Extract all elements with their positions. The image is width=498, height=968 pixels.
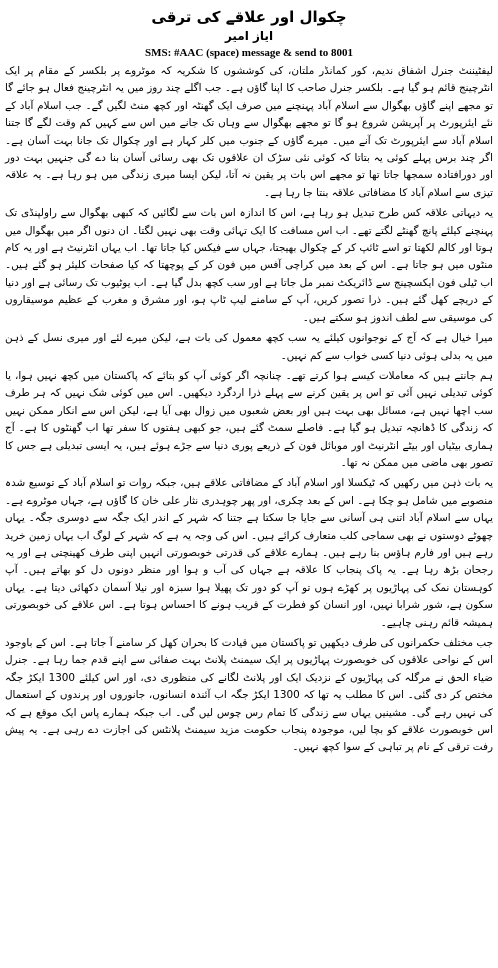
article-paragraph: میرا خیال ہے کہ آج کے نوجوانوں کیلئے یہ سب کچھ معمول کی بات ہے، لیکن میرے لئے اور میری نسل کے ذہن میں یہ بدلی ہوئی دنیا کسی خواب سے کم نہیں۔: [5, 332, 493, 362]
article-paragraph: یہ دیہاتی علاقہ کس طرح تبدیل ہو رہا ہے، اس کا اندازہ اس بات سے لگائیں کہ کبھی بھگوال سے راولپنڈی تک پہنچنے کیلئے پانچ گھنٹے لگتے تھے۔ اب اس مسافت کا ایک تہائی وقت بھی نہیں لگتا۔ ان دنوں اگر میں بھگوال میں ہوتا اور کالم لکھتا تو اسے ٹائپ کر کے چکوال بھیجتا، جہاں سے فیکس کیا جاتا تھا۔ اب یہاں انٹرنیٹ ہے اور یہ کام منٹوں میں ہو جاتا ہے۔ اس کے بعد میں کراچی آفس میں فون کر کے پوچھتا کہ کیا صفحات کلیئر ہو گئے ہیں۔ اب ٹیلی فون ایکسچینج سے ڈائریکٹ نمبر مل جاتا ہے اور سب کچھ بدل گیا ہے۔ اب یوٹیوب تک رسائی ہے اور دنیا کے دریچے کھل گئے ہیں۔ ذرا تصور کریں، آپ کے سامنے لیپ ٹاپ ہو، اور مشرق و مغرب کے عظیم موسیقاروں کی موسیقی سے لطف اندوز ہو سکتے ہیں۔: [5, 207, 493, 324]
article-paragraph: یہ بات ذہن میں رکھیں کہ ٹیکسلا اور اسلام آباد کے مضافاتی علاقے ہیں، جبکہ روات تو اسلام آباد کے توسیع شدہ منصوبے میں شامل ہو چکا ہے۔ اس کے بعد چکری، اور پھر چوہدری نثار علی خان کا گاؤں ہے، جہاں موٹروے ہے۔ یہاں سے اسلام آباد اتنی ہی آسانی سے جایا جا سکتا ہے جتنا کہ شہر کے اندر ایک جگہ سے دوسری جگہ۔ یہاں چھوٹے دوستوں نے بھی سماجی کلب متعارف کرائے ہیں۔ اس کی وجہ یہ ہے کہ شہر کے لوگ اب یہاں زمین خرید رہے ہیں اور فارم ہاؤس بنا رہے ہیں۔ ہمارے علاقے کی قدرتی خوبصورتی انہیں اپنی طرف کھینچتی ہے اور یہ رجحان بڑھ رہا ہے۔ یہ پاک پنجاب کا علاقہ ہے جہاں کی آب و ہوا اور منظر دونوں دل کو بھاتے ہیں۔ آپ کوہستان نمک کی پہاڑیوں پر کھڑے ہوں تو آپ کو دور تک پھیلا ہوا سبزہ اور نیلا آسمان دکھائی دیتا ہے۔ یہاں سکون ہے، شور شرابا نہیں، اور انسان کو فطرت کے قریب ہونے کا احساس ہوتا ہے۔ اس علاقے کی خوبصورتی ہمیشہ قائم رہنی چاہیے۔: [5, 477, 493, 629]
article-paragraph: ہم جانتے ہیں کہ معاملات کیسے ہوا کرتے تھے۔ چنانچہ اگر کوئی آپ کو بتائے کہ پاکستان میں کچھ نہیں ہوا، یا کوئی تبدیلی نہیں آئی تو اس پر یقین کرنے سے پہلے ذرا اردگرد دیکھیں۔ اس میں کوئی شک نہیں کہ ہر طرف سب اچھا نہیں ہے، مسائل بھی بہت ہیں اور بعض شعبوں میں زوال بھی آیا ہے، لیکن اس سے انکار ممکن نہیں کہ زندگی کا ڈھانچہ تبدیل ہو گیا ہے۔ فاصلے سمٹ گئے ہیں، جو کبھی ہفتوں کا سفر تھا اب گھنٹوں کا ہے۔ آج ہماری بیٹیاں اور بیٹے انٹرنیٹ اور موبائل فون کے ذریعے پوری دنیا سے جڑے ہوئے ہیں، یہ ایسی تبدیلی ہے جس کا تصور بھی ماضی میں ممکن نہ تھا۔: [5, 369, 493, 469]
article-paragraph: جب مختلف حکمرانوں کی طرف دیکھیں تو پاکستان میں قیادت کا بحران کھل کر سامنے آ جاتا ہے۔ اس کے باوجود اس کے نواحی علاقوں کی خوبصورت پہاڑیوں پر ایک سیمنٹ پلانٹ بہت صفائی سے اپنے قدم جما رہا ہے۔ جنرل ضیاء الحق نے مرگلہ کی پہاڑیوں کے نزدیک ایک اور پلانٹ لگانے کی منظوری دی، اور اس کیلئے 1300 ایکڑ جگہ مختص کر دی گئی۔ اس کا مطلب یہ تھا کہ 1300 ایکڑ جگہ اب آئندہ انسانوں، جانوروں اور پرندوں کے استعمال کی نہیں رہے گی۔ مشینیں یہاں سے زندگی کا تمام رس چوس لیں گی۔ اب جبکہ ہمارے پاس ایک موقع ہے کہ اس خوبصورت علاقے کو بچا لیں، موجودہ پنجاب حکومت مزید سیمنٹ پلانٹس کی اجازت دے رہی ہے۔ یہ پیش رفت ترقی کے نام پر تباہی کے سوا کچھ نہیں۔: [5, 637, 493, 754]
sms-instructions: SMS: #AAC (space) message & send to 8001: [144, 47, 354, 59]
article-paragraph: لیفٹیننٹ جنرل اشفاق ندیم، کور کمانڈر ملتان، کی کوششوں کا شکریہ کہ موٹروے پر بلکسر کے مقام پر ایک انٹرچینج قائم ہو گیا ہے۔ بلکسر جنرل صاحب کا اپنا گاؤں ہے۔ جب اگلے چند روز میں یہ انٹرچینج فعال ہو جائے گا تو مجھے اپنے گاؤں بھگوال سے اسلام آباد پہنچنے میں صرف ایک گھنٹہ اور کچھ منٹ لگیں گے۔ جب اسلام آباد کے نئے ایئرپورٹ پر آپریشن شروع ہو گا تو مجھے بھگوال سے وہاں تک جانے میں اس سے کہیں کم وقت لگے گا جتنا اسلام آباد سے ایئرپورٹ تک آنے میں۔ میرے گاؤں کے جنوب میں کلر کہار ہے اور چکوال تک جانا بہت آسان ہے۔ اگر چند برس پہلے کوئی یہ بتاتا کہ کوئی نئی سڑک ان علاقوں تک بھی رسائی آسان بنا دے گی جنہیں بہت دور اور دورافتادہ سمجھا جاتا تھا تو مجھے اس بات پر یقین نہ آتا، لیکن ایسا میری زندگی میں ہو رہا ہے۔ یہ علاقہ تیزی سے اسلام آباد کا مضافاتی علاقہ بنتا جا رہا ہے۔: [5, 65, 493, 199]
author-name: ایاز امیر: [224, 29, 274, 43]
article-body: [5, 63, 493, 757]
article-title: چکوال اور علاقے کی ترقی: [151, 8, 347, 26]
